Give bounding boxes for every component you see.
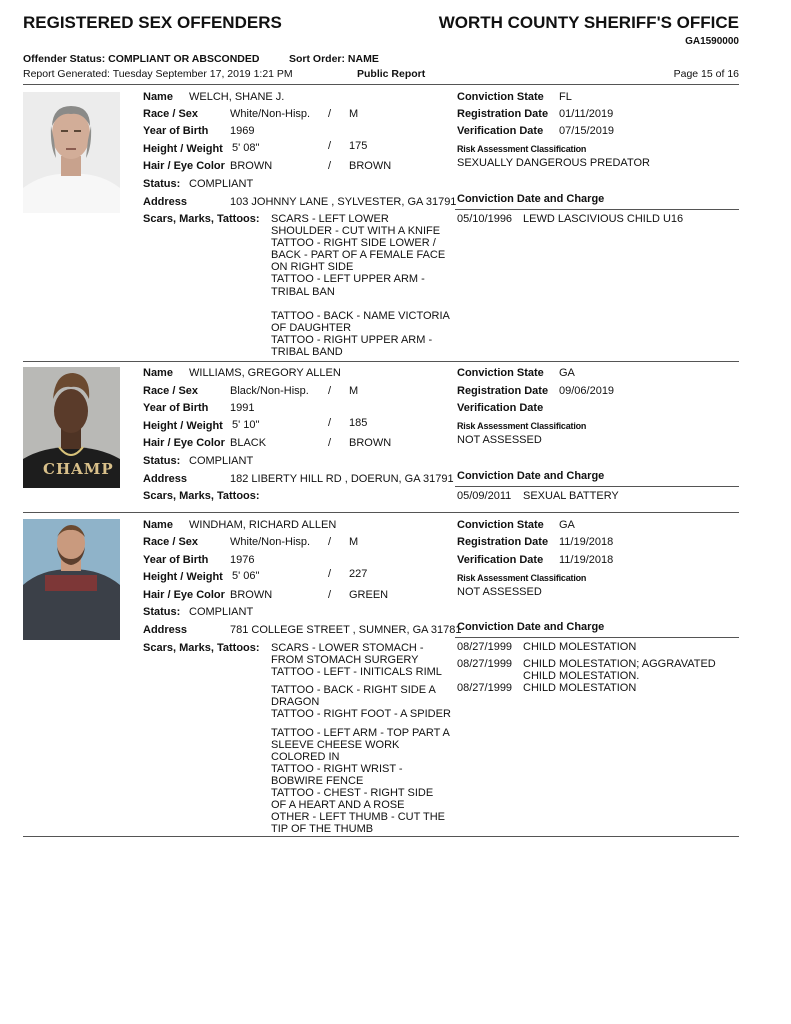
conviction-charge: LEWD LASCIVIOUS CHILD U16 xyxy=(523,213,684,225)
race-value: White/Non-Hisp. xyxy=(230,108,311,120)
risk-label: Risk Assessment Classification xyxy=(457,144,587,154)
scar-entry: TATTOO - RIGHT FOOT - A SPIDER xyxy=(271,708,451,721)
status-label: Status: xyxy=(143,455,181,467)
yob-label: Year of Birth xyxy=(143,125,209,137)
risk-label: Risk Assessment Classification xyxy=(457,421,587,431)
registration-date-label: Registration Date xyxy=(457,536,549,548)
weight-value: 175 xyxy=(349,140,368,152)
hair-eye-label: Hair / Eye Color xyxy=(143,437,225,449)
hair-eye-label: Hair / Eye Color xyxy=(143,160,225,172)
report-title: REGISTERED SEX OFFENDERS xyxy=(23,13,282,32)
race-sex-label: Race / Sex xyxy=(143,385,199,397)
height-value: 5' 06" xyxy=(232,570,260,582)
name-label: Name xyxy=(143,91,173,103)
offender-photo xyxy=(23,367,120,488)
risk-value: NOT ASSESSED xyxy=(457,586,542,598)
scars-label: Scars, Marks, Tattoos: xyxy=(143,490,260,502)
offender-name: WILLIAMS, GREGORY ALLEN xyxy=(189,367,341,379)
risk-label: Risk Assessment Classification xyxy=(457,573,587,583)
conviction-divider xyxy=(455,637,739,638)
yob-value: 1969 xyxy=(230,125,255,137)
race-sex-label: Race / Sex xyxy=(143,536,199,548)
scar-entry: TATTOO - RIGHT WRIST - BOBWIRE FENCE xyxy=(271,762,403,787)
conviction-charge-label: Conviction Date and Charge xyxy=(457,193,605,205)
registration-date-value: 01/11/2019 xyxy=(559,108,614,120)
yob-label: Year of Birth xyxy=(143,402,209,414)
yob-value: 1976 xyxy=(230,554,255,566)
address-value: 103 JOHNNY LANE , SYLVESTER, GA 31791 xyxy=(230,196,457,208)
conviction-charge-label: Conviction Date and Charge xyxy=(457,621,605,633)
conviction-state-label: Conviction State xyxy=(457,367,544,379)
height-weight-label: Height / Weight xyxy=(143,420,223,432)
address-value: 781 COLLEGE STREET , SUMNER, GA 31781 xyxy=(230,624,462,636)
sort-order: Sort Order: NAME xyxy=(289,53,379,65)
verification-date-value: 11/19/2018 xyxy=(559,554,614,566)
scar-entry: TATTOO - RIGHT UPPER ARM - TRIBAL BAND xyxy=(271,333,433,358)
hair-value: BLACK xyxy=(230,437,267,449)
conviction-date: 08/27/1999 xyxy=(457,682,513,694)
scars-list xyxy=(271,642,451,835)
conviction-state-value: GA xyxy=(559,367,575,379)
conviction-charge: SEXUAL BATTERY xyxy=(523,490,619,502)
verification-date-label: Verification Date xyxy=(457,125,544,137)
scar-entry: OTHER - LEFT THUMB - CUT THE TIP OF THE THUMB xyxy=(271,811,445,836)
status-value: COMPLIANT xyxy=(189,455,254,467)
weight-value: 185 xyxy=(349,417,368,429)
scar-entry: TATTOO - RIGHT SIDE LOWER / BACK - PART OF A FEMALE FACE ON RIGHT SIDE xyxy=(271,237,446,274)
verification-date-label: Verification Date xyxy=(457,402,544,414)
conviction-state-value: GA xyxy=(559,519,575,531)
scar-entry: TATTOO - LEFT UPPER ARM - TRIBAL BAN xyxy=(271,273,425,298)
offender-name: WELCH, SHANE J. xyxy=(189,91,285,103)
address-label: Address xyxy=(143,624,188,636)
name-label: Name xyxy=(143,367,173,379)
risk-value: SEXUALLY DANGEROUS PREDATOR xyxy=(457,157,650,169)
conviction-date: 08/27/1999 xyxy=(457,641,513,653)
slash: / xyxy=(328,437,332,449)
race-sex-label: Race / Sex xyxy=(143,108,199,120)
conviction-divider xyxy=(455,209,739,210)
registration-date-value: 11/19/2018 xyxy=(559,536,614,548)
scar-entry: TATTOO - BACK - NAME VICTORIA OF DAUGHTER xyxy=(271,309,450,334)
scar-entry: TATTOO - LEFT - INITICALS RIML xyxy=(271,666,442,679)
hair-value: BROWN xyxy=(230,160,273,172)
slash: / xyxy=(328,589,332,601)
conviction-divider xyxy=(455,486,739,487)
conviction-state-label: Conviction State xyxy=(457,519,544,531)
risk-value: NOT ASSESSED xyxy=(457,434,542,446)
slash: / xyxy=(328,568,332,580)
yob-value: 1991 xyxy=(230,402,255,414)
sex-value: M xyxy=(349,385,359,397)
agency-name: WORTH COUNTY SHERIFF'S OFFICE xyxy=(438,13,739,32)
verification-date-value: 07/15/2019 xyxy=(559,125,615,137)
eye-value: GREEN xyxy=(349,589,389,601)
report-generated: Report Generated: Tuesday September 17, 2019 1:21 PM xyxy=(23,68,293,80)
sex-value: M xyxy=(349,108,359,120)
offender-name: WINDHAM, RICHARD ALLEN xyxy=(189,519,337,531)
offender-photo xyxy=(23,519,120,640)
registration-date-label: Registration Date xyxy=(457,108,549,120)
scar-entry: SCARS - LEFT LOWER SHOULDER - CUT WITH A KNIFE xyxy=(271,213,441,238)
record-divider xyxy=(23,512,739,513)
slash: / xyxy=(328,108,332,120)
height-value: 5' 08" xyxy=(232,142,260,154)
record-divider xyxy=(23,836,739,837)
conviction-charge: CHILD MOLESTATION xyxy=(523,641,637,653)
address-label: Address xyxy=(143,473,188,485)
scar-entry: TATTOO - CHEST - RIGHT SIDE OF A HEART AND A ROSE xyxy=(271,787,434,812)
conviction-date: 08/27/1999 xyxy=(457,658,513,670)
scar-entry: TATTOO - LEFT ARM - TOP PART A SLEEVE CHEESE WORK COLORED IN xyxy=(271,726,450,763)
slash: / xyxy=(328,536,332,548)
name-label: Name xyxy=(143,519,173,531)
status-value: COMPLIANT xyxy=(189,178,254,190)
record-divider xyxy=(23,361,739,362)
address-value: 182 LIBERTY HILL RD , DOERUN, GA 31791 xyxy=(230,473,454,485)
scars-label: Scars, Marks, Tattoos: xyxy=(143,642,260,654)
eye-value: BROWN xyxy=(349,160,392,172)
verification-date-label: Verification Date xyxy=(457,554,544,566)
conviction-date: 05/10/1996 xyxy=(457,213,513,225)
shirt-print: CHAMP xyxy=(43,460,114,478)
conviction-charge: CHILD MOLESTATION xyxy=(523,682,637,694)
address-label: Address xyxy=(143,196,188,208)
race-value: White/Non-Hisp. xyxy=(230,536,311,548)
slash: / xyxy=(328,417,332,429)
status-value: COMPLIANT xyxy=(189,606,254,618)
scars-label: Scars, Marks, Tattoos: xyxy=(143,213,260,225)
agency-id: GA1590000 xyxy=(685,36,739,47)
page-number: Page 15 of 16 xyxy=(673,68,739,80)
report-type: Public Report xyxy=(357,68,426,80)
offender-status-filter: Offender Status: COMPLIANT OR ABSCONDED xyxy=(23,53,260,65)
scar-entry: TATTOO - BACK - RIGHT SIDE A DRAGON xyxy=(271,684,436,709)
height-weight-label: Height / Weight xyxy=(143,571,223,583)
slash: / xyxy=(328,140,332,152)
header-divider xyxy=(23,84,739,85)
registration-date-value: 09/06/2019 xyxy=(559,385,615,397)
slash: / xyxy=(328,385,332,397)
slash: / xyxy=(328,160,332,172)
offender-photo xyxy=(23,92,120,213)
conviction-charge: CHILD MOLESTATION; AGGRAVATED CHILD MOLESTATION. xyxy=(523,658,716,683)
yob-label: Year of Birth xyxy=(143,554,209,566)
height-weight-label: Height / Weight xyxy=(143,143,223,155)
scars-list xyxy=(271,213,451,358)
conviction-state-label: Conviction State xyxy=(457,91,544,103)
conviction-date: 05/09/2011 xyxy=(457,490,512,502)
conviction-charge-label: Conviction Date and Charge xyxy=(457,470,605,482)
hair-value: BROWN xyxy=(230,589,273,601)
registration-date-label: Registration Date xyxy=(457,385,549,397)
eye-value: BROWN xyxy=(349,437,392,449)
sex-value: M xyxy=(349,536,359,548)
height-value: 5' 10" xyxy=(232,419,260,431)
race-value: Black/Non-Hisp. xyxy=(230,385,309,397)
hair-eye-label: Hair / Eye Color xyxy=(143,589,225,601)
conviction-state-value: FL xyxy=(559,91,572,103)
scar-entry: SCARS - LOWER STOMACH - FROM STOMACH SURGERY xyxy=(271,642,424,667)
status-label: Status: xyxy=(143,178,181,190)
weight-value: 227 xyxy=(349,568,368,580)
status-label: Status: xyxy=(143,606,181,618)
